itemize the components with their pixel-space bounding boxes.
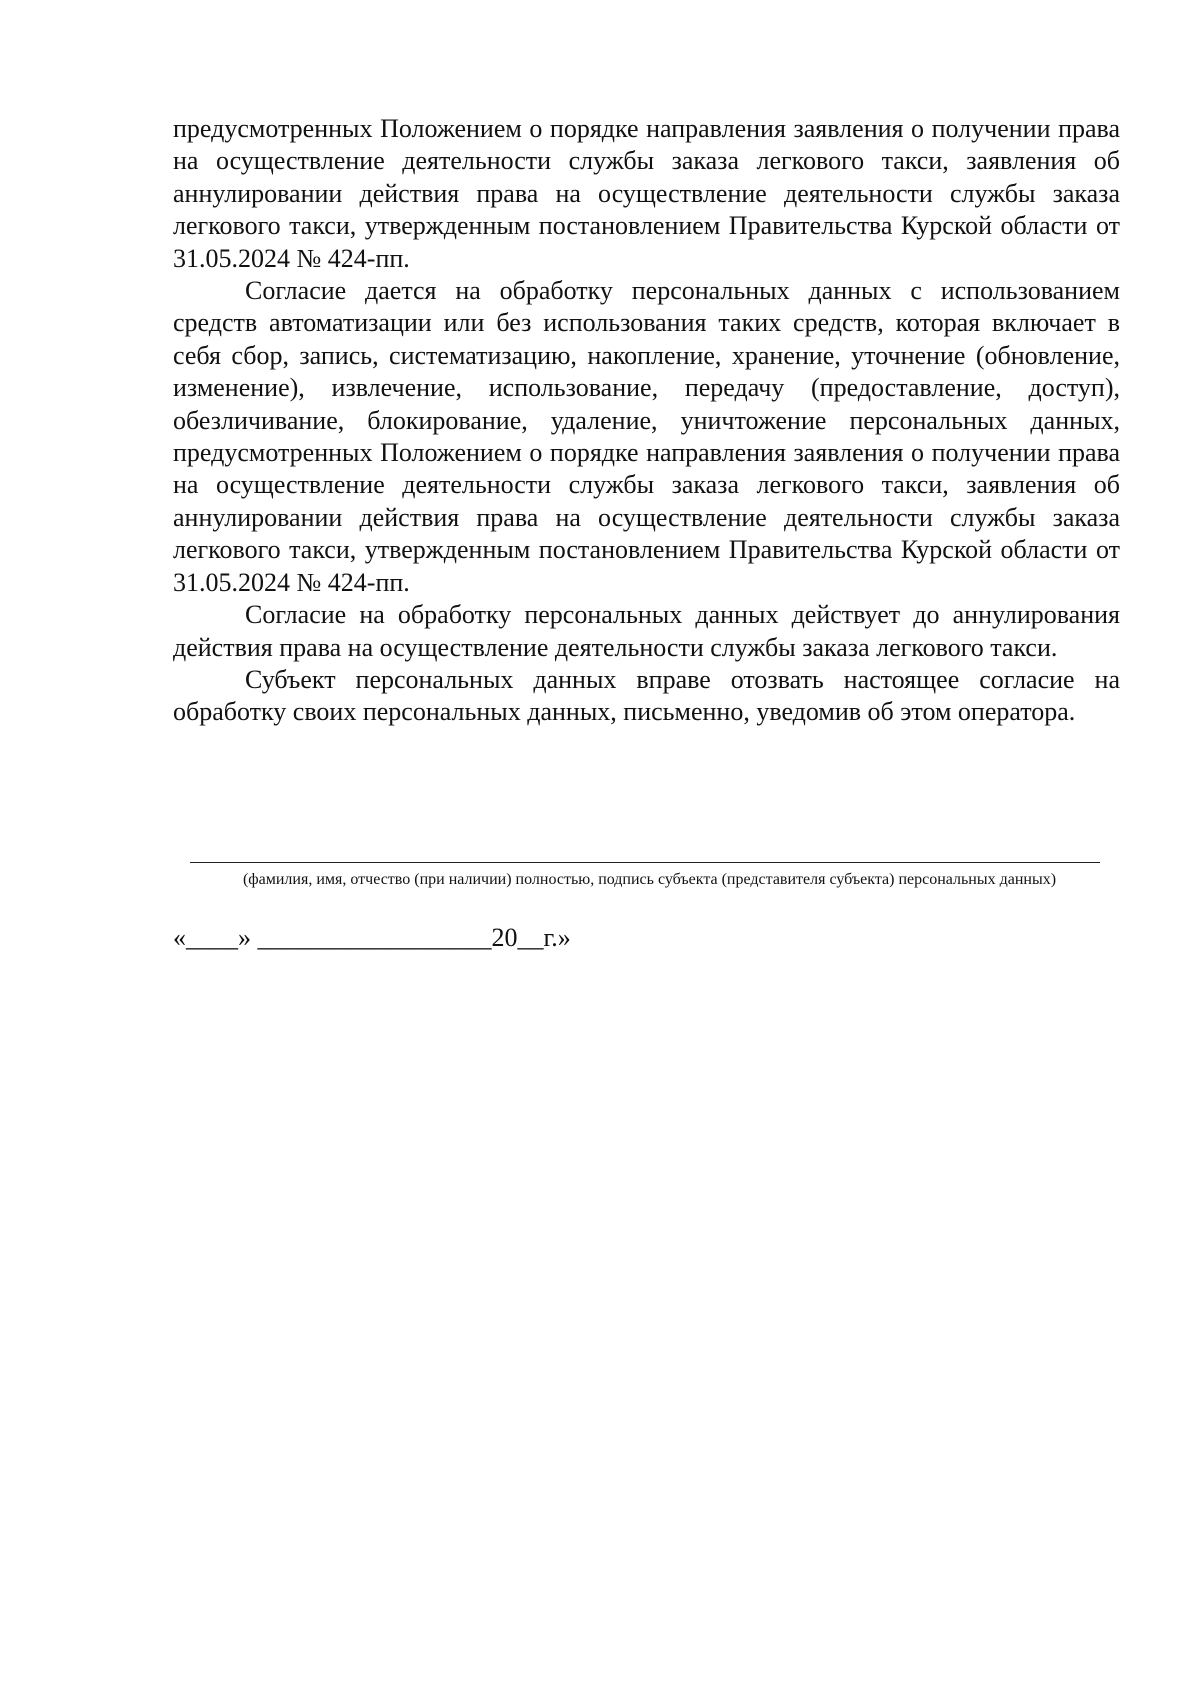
document-body bbox=[173, 113, 1120, 729]
paragraph-consent-duration: Согласие на обработку персональных данных действует до аннулирования действия права на осуществление деятельности службы заказа легкового такси. bbox=[173, 600, 1120, 662]
paragraph-consent-withdrawal: Субъект персональных данных вправе отозвать настоящее согласие на обработку своих персональных данных, письменно, уведомив об этом оператора. bbox=[173, 664, 1120, 727]
paragraph-legal-basis: предусмотренных Положением о порядке направления заявления о получении права на осуществление деятельности службы заказа легкового такси, заявления об аннулировании действия права на осуществление деятельности службы заказа легкового такси, утвержденным постановлением Правительства Курской области от 31.05.2024 № 424-пп. bbox=[173, 114, 1120, 273]
signature-line bbox=[190, 862, 1100, 863]
paragraph-consent-scope: Согласие дается на обработку персональных данных с использованием средств автоматизации или без использования таких средств, которая включает в себя сбор, запись, систематизацию, накопление, хранение, уточнение (обновление, изменение), извлечение, использование, передачу (предоставление, доступ), обезличивание, блокирование, удаление, уничтожение персональных данных, предусмотренных Положением о порядке направления заявления о получении права на осуществление деятельности службы заказа легкового такси, заявления об аннулировании действия права на осуществление деятельности службы заказа легкового такси, утвержденным постановлением Правительства Курской области от 31.05.2024 № 424-пп. bbox=[173, 276, 1120, 597]
signature-block bbox=[173, 862, 1120, 890]
signature-caption: (фамилия, имя, отчество (при наличии) полностью, подпись субъекта (представителя субъекта) персональных данных) bbox=[242, 871, 1057, 888]
date-line: «____» __________________20__г.» bbox=[173, 923, 571, 952]
